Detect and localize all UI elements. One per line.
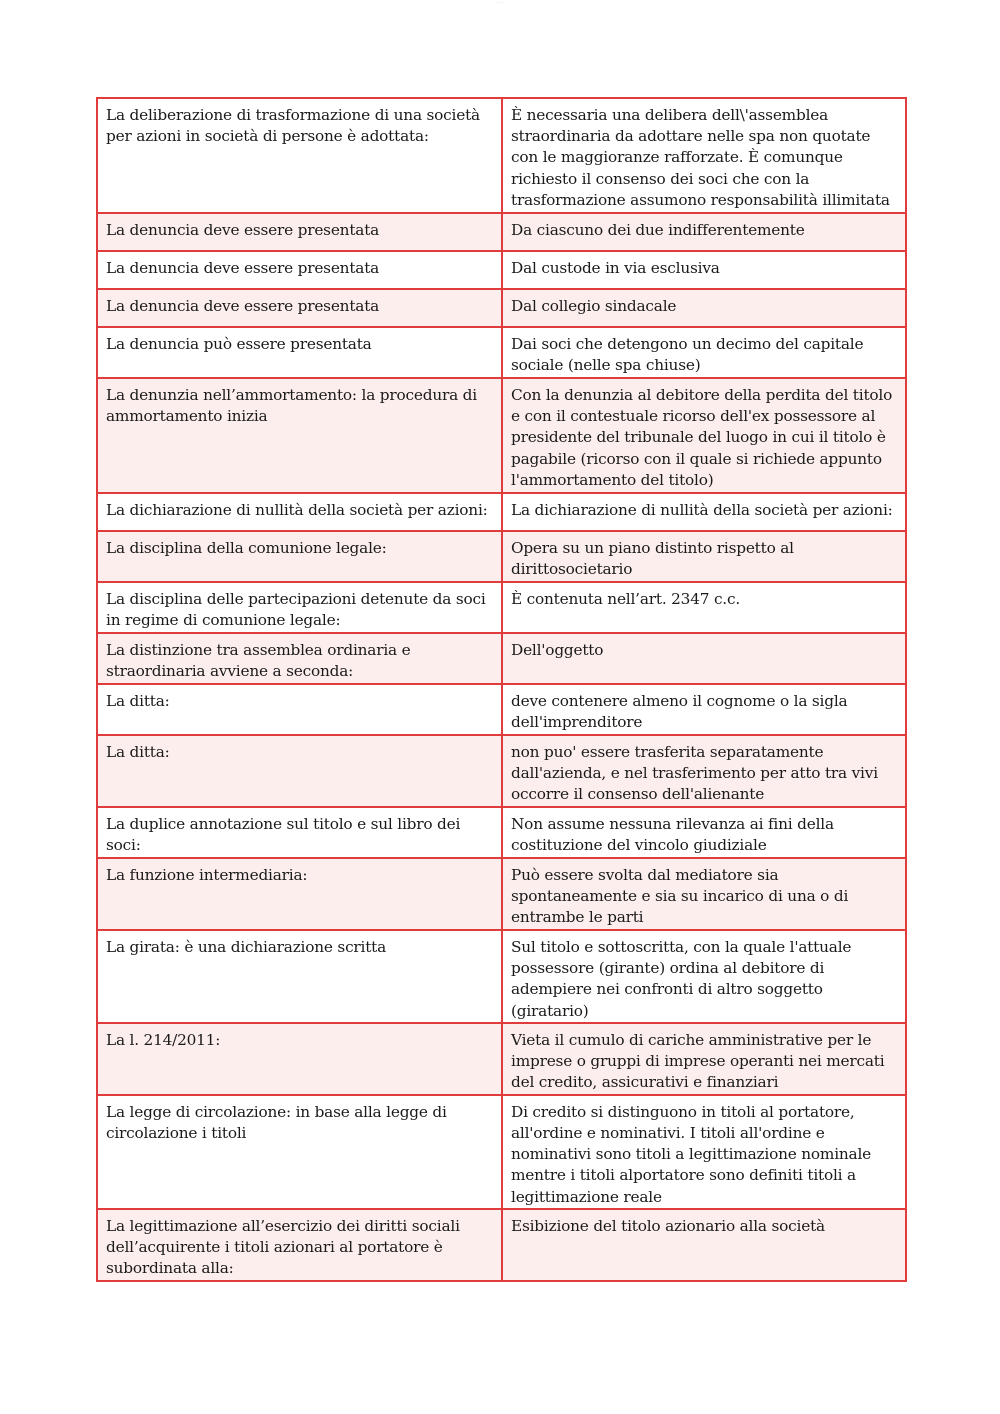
- table-row: [97, 582, 906, 633]
- question-cell: La deliberazione di trasformazione di una società per azioni in società di persone è adottata:: [97, 98, 502, 213]
- table-row: [97, 251, 906, 289]
- question-cell: La disciplina delle partecipazioni detenute da soci in regime di comunione legale:: [97, 582, 502, 633]
- question-cell: La l. 214/2011:: [97, 1023, 502, 1095]
- answer-cell: non puo' essere trasferita separatamente dall'azienda, e nel trasferimento per atto tra vivi occorre il consenso dell'alienante: [502, 735, 906, 807]
- page-header-mark: ········: [496, 0, 504, 4]
- question-cell: La dichiarazione di nullità della società per azioni:: [97, 493, 502, 531]
- answer-cell: Dell'oggetto: [502, 633, 906, 684]
- table-row: [97, 1095, 906, 1209]
- question-cell: La duplice annotazione sul titolo e sul libro dei soci:: [97, 807, 502, 858]
- question-cell: La ditta:: [97, 735, 502, 807]
- table-row: [97, 633, 906, 684]
- answer-cell: Esibizione del titolo azionario alla società: [502, 1209, 906, 1281]
- table-row: [97, 289, 906, 327]
- answer-cell: Sul titolo e sottoscritta, con la quale l'attuale possessore (girante) ordina al debitore di adempiere nei confronti di altro soggetto (giratario): [502, 930, 906, 1023]
- question-cell: La denunzia nell’ammortamento: la procedura di ammortamento inizia: [97, 378, 502, 493]
- answer-cell: Non assume nessuna rilevanza ai fini della costituzione del vincolo giudiziale: [502, 807, 906, 858]
- question-cell: La girata: è una dichiarazione scritta: [97, 930, 502, 1023]
- question-cell: La ditta:: [97, 684, 502, 735]
- question-cell: La disciplina della comunione legale:: [97, 531, 502, 582]
- question-cell: La denuncia deve essere presentata: [97, 213, 502, 251]
- qa-table: [96, 97, 907, 1282]
- table-row: [97, 1023, 906, 1095]
- answer-cell: Può essere svolta dal mediatore sia spontaneamente e sia su incarico di una o di entrambe le parti: [502, 858, 906, 930]
- question-cell: La denuncia deve essere presentata: [97, 289, 502, 327]
- table-row: [97, 213, 906, 251]
- question-cell: La denuncia può essere presentata: [97, 327, 502, 378]
- table-row: [97, 735, 906, 807]
- table-row: [97, 378, 906, 493]
- question-cell: La distinzione tra assemblea ordinaria e straordinaria avviene a seconda:: [97, 633, 502, 684]
- question-cell: La funzione intermediaria:: [97, 858, 502, 930]
- answer-cell: Dal custode in via esclusiva: [502, 251, 906, 289]
- question-cell: La legittimazione all’esercizio dei diritti sociali dell’acquirente i titoli azionari al portatore è subordinata alla:: [97, 1209, 502, 1281]
- answer-cell: È contenuta nell’art. 2347 c.c.: [502, 582, 906, 633]
- table-row: [97, 684, 906, 735]
- table-row: [97, 531, 906, 582]
- answer-cell: Dai soci che detengono un decimo del capitale sociale (nelle spa chiuse): [502, 327, 906, 378]
- answer-cell: La dichiarazione di nullità della società per azioni:: [502, 493, 906, 531]
- question-cell: La denuncia deve essere presentata: [97, 251, 502, 289]
- table-row: [97, 493, 906, 531]
- question-cell: La legge di circolazione: in base alla legge di circolazione i titoli: [97, 1095, 502, 1209]
- answer-cell: Opera su un piano distinto rispetto al dirittosocietario: [502, 531, 906, 582]
- answer-cell: Di credito si distinguono in titoli al portatore, all'ordine e nominativi. I titoli all'ordine e nominativi sono titoli a legittimazione nominale mentre i titoli alportatore sono definiti titoli a legittimazione reale: [502, 1095, 906, 1209]
- answer-cell: È necessaria una delibera dell\'assemblea straordinaria da adottare nelle spa non quotate con le maggioranze rafforzate. È comunque richiesto il consenso dei soci che con la trasformazione assumono responsabilità illimitata: [502, 98, 906, 213]
- answer-cell: Con la denunzia al debitore della perdita del titolo e con il contestuale ricorso dell'ex possessore al presidente del tribunale del luogo in cui il titolo è pagabile (ricorso con il quale si richiede appunto l'ammortamento del titolo): [502, 378, 906, 493]
- table-row: [97, 1209, 906, 1281]
- table-row: [97, 98, 906, 213]
- table-row: [97, 807, 906, 858]
- table-row: [97, 327, 906, 378]
- answer-cell: Dal collegio sindacale: [502, 289, 906, 327]
- table-row: [97, 858, 906, 930]
- answer-cell: Da ciascuno dei due indifferentemente: [502, 213, 906, 251]
- answer-cell: Vieta il cumulo di cariche amministrative per le imprese o gruppi di imprese operanti nei mercati del credito, assicurativi e finanziari: [502, 1023, 906, 1095]
- table-row: [97, 930, 906, 1023]
- answer-cell: deve contenere almeno il cognome o la sigla dell'imprenditore: [502, 684, 906, 735]
